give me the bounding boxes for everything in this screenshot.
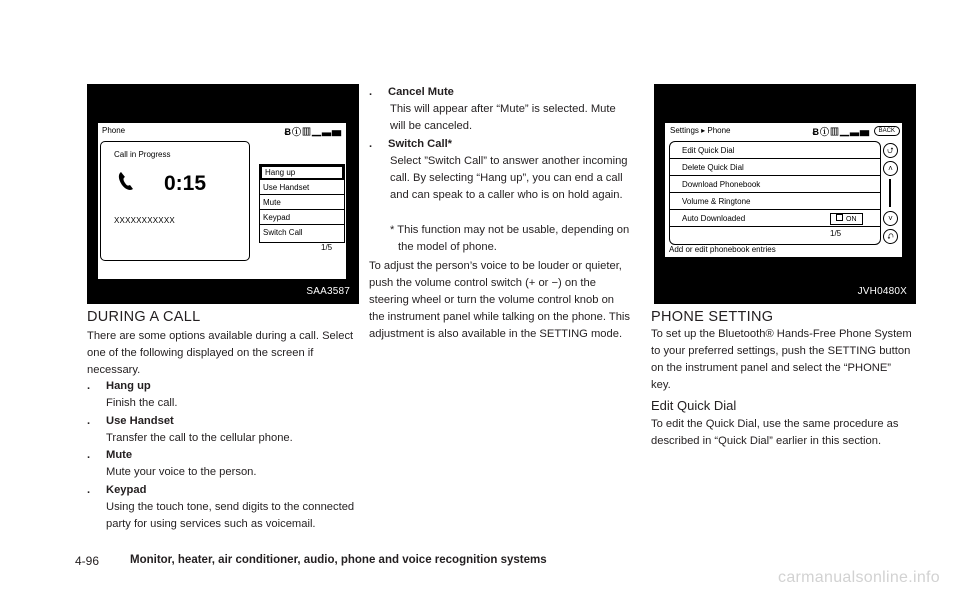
phonebook-icon: ▥ bbox=[301, 127, 312, 137]
delete-quick-dial-item[interactable]: Delete Quick Dial bbox=[670, 159, 880, 176]
bullet-dot: . bbox=[369, 138, 373, 150]
settings-screen bbox=[665, 123, 902, 257]
watermark: carmanualsonline.info bbox=[778, 569, 940, 586]
signal-icon: ▁▃▅ bbox=[311, 127, 342, 137]
screen-title: Phone bbox=[102, 126, 126, 135]
bullet-desc: Transfer the call to the cellular phone. bbox=[106, 432, 293, 444]
status-icons bbox=[284, 125, 342, 138]
call-timer: 0:15 bbox=[164, 172, 207, 195]
caller-number: XXXXXXXXXXX bbox=[114, 216, 175, 225]
use-handset-button[interactable]: Use Handset bbox=[260, 180, 344, 195]
hang-up-button[interactable]: Hang up bbox=[260, 165, 344, 180]
edit-quick-dial-item[interactable]: Edit Quick Dial bbox=[670, 142, 880, 159]
auto-downloaded-item[interactable]: Auto Downloaded bbox=[670, 210, 880, 227]
scroll-down-icon[interactable]: ˅ bbox=[883, 211, 898, 226]
bullet-desc: Select ”Switch Call” to answer another incoming call. By selecting “Hang up”, you can end a call and can speak to a caller who is on hold again. bbox=[390, 155, 628, 201]
page-number: 4-96 bbox=[75, 554, 100, 568]
volume-paragraph: To adjust the person’s voice to be louder or quieter, push the volume control switch (+ or −) on the steering wheel or turn the volume control knob on the instrument panel while talking on the phone. This adjustment is also available in the SETTING mode. bbox=[369, 260, 630, 340]
bullet-term: Cancel Mute bbox=[388, 86, 454, 98]
switch-call-button[interactable]: Switch Call bbox=[263, 228, 303, 237]
bullet-desc: Mute your voice to the person. bbox=[106, 466, 257, 478]
call-status-label: Call in Progress bbox=[114, 150, 171, 159]
toggle-label: ON bbox=[846, 216, 857, 223]
page-indicator: 1/5 bbox=[830, 229, 842, 238]
phone-setting-paragraph: To set up the Bluetooth® Hands-Free Phone System to your preferred settings, push the SETTING button on the instrument panel and select the “PHONE” key. bbox=[651, 328, 912, 391]
section-heading-phone-setting: PHONE SETTING bbox=[651, 309, 774, 325]
footer-chapter-title: Monitor, heater, air conditioner, audio, phone and voice recognition systems bbox=[130, 554, 547, 566]
mute-button[interactable]: Mute bbox=[260, 195, 344, 210]
bullet-term: Hang up bbox=[106, 380, 151, 392]
call-screen bbox=[98, 123, 346, 279]
figure-phone-settings-screen bbox=[654, 84, 916, 304]
auto-download-toggle[interactable] bbox=[830, 213, 863, 225]
bullet-dot: . bbox=[87, 484, 91, 496]
bullet-desc: This will appear after “Mute” is selected. Mute will be canceled. bbox=[390, 103, 616, 132]
footnote: * This function may not be usable, depending on the model of phone. bbox=[390, 224, 630, 253]
figure-code: SAA3587 bbox=[306, 286, 350, 297]
edit-quick-dial-paragraph: To edit the Quick Dial, use the same procedure as described in “Quick Dial” earlier in this section. bbox=[651, 418, 899, 447]
scroll-up-icon[interactable]: ˄ bbox=[883, 161, 898, 176]
signal-icon: ▁▃▅ bbox=[839, 127, 870, 137]
bullet-dot: . bbox=[87, 380, 91, 392]
intro-paragraph: There are some options available during a call. Select one of the following displayed on the screen if necessary. bbox=[87, 330, 354, 376]
status-icons bbox=[812, 125, 870, 138]
screen-footer-text: Add or edit phonebook entries bbox=[669, 245, 776, 254]
subheading-edit-quick-dial: Edit Quick Dial bbox=[651, 398, 737, 413]
bullet-dot: . bbox=[369, 86, 373, 98]
scroll-bottom-icon[interactable]: ⮏ bbox=[883, 229, 898, 244]
call-menu bbox=[259, 164, 345, 243]
bullet-term: Keypad bbox=[106, 484, 147, 496]
section-heading-during-a-call: DURING A CALL bbox=[87, 309, 201, 325]
bullet-dot: . bbox=[87, 415, 91, 427]
phonebook-icon: ▥ bbox=[829, 127, 840, 137]
bullet-term: Use Handset bbox=[106, 415, 174, 427]
keypad-button[interactable]: Keypad bbox=[260, 210, 344, 225]
bullet-dot: . bbox=[87, 449, 91, 461]
toggle-indicator-icon bbox=[836, 214, 843, 221]
breadcrumb: Settings ▸ Phone bbox=[670, 126, 731, 135]
scroll-top-icon[interactable]: ⮍ bbox=[883, 143, 898, 158]
bullet-term: Switch Call* bbox=[388, 138, 453, 150]
bluetooth-icon: Ƀ bbox=[284, 127, 292, 137]
scrollbar[interactable] bbox=[889, 179, 891, 207]
bullet-desc: Finish the call. bbox=[106, 397, 178, 409]
info-icon: ⓘ bbox=[819, 127, 830, 137]
handset-icon bbox=[117, 170, 135, 192]
call-info-panel bbox=[100, 141, 250, 261]
bullet-desc: Using the touch tone, send digits to the connected party for using services such as voicemail. bbox=[106, 501, 355, 530]
figure-code: JVH0480X bbox=[857, 286, 907, 297]
figure-phone-call-screen bbox=[87, 84, 359, 304]
info-icon: ⓘ bbox=[291, 127, 302, 137]
page-indicator: 1/5 bbox=[321, 243, 333, 252]
back-button[interactable]: BACK bbox=[874, 126, 900, 136]
bluetooth-icon: Ƀ bbox=[812, 127, 820, 137]
volume-ringtone-item[interactable]: Volume & Ringtone bbox=[670, 193, 880, 210]
settings-list-panel bbox=[669, 141, 881, 245]
bullet-term: Mute bbox=[106, 449, 133, 461]
download-phonebook-item[interactable]: Download Phonebook bbox=[670, 176, 880, 193]
